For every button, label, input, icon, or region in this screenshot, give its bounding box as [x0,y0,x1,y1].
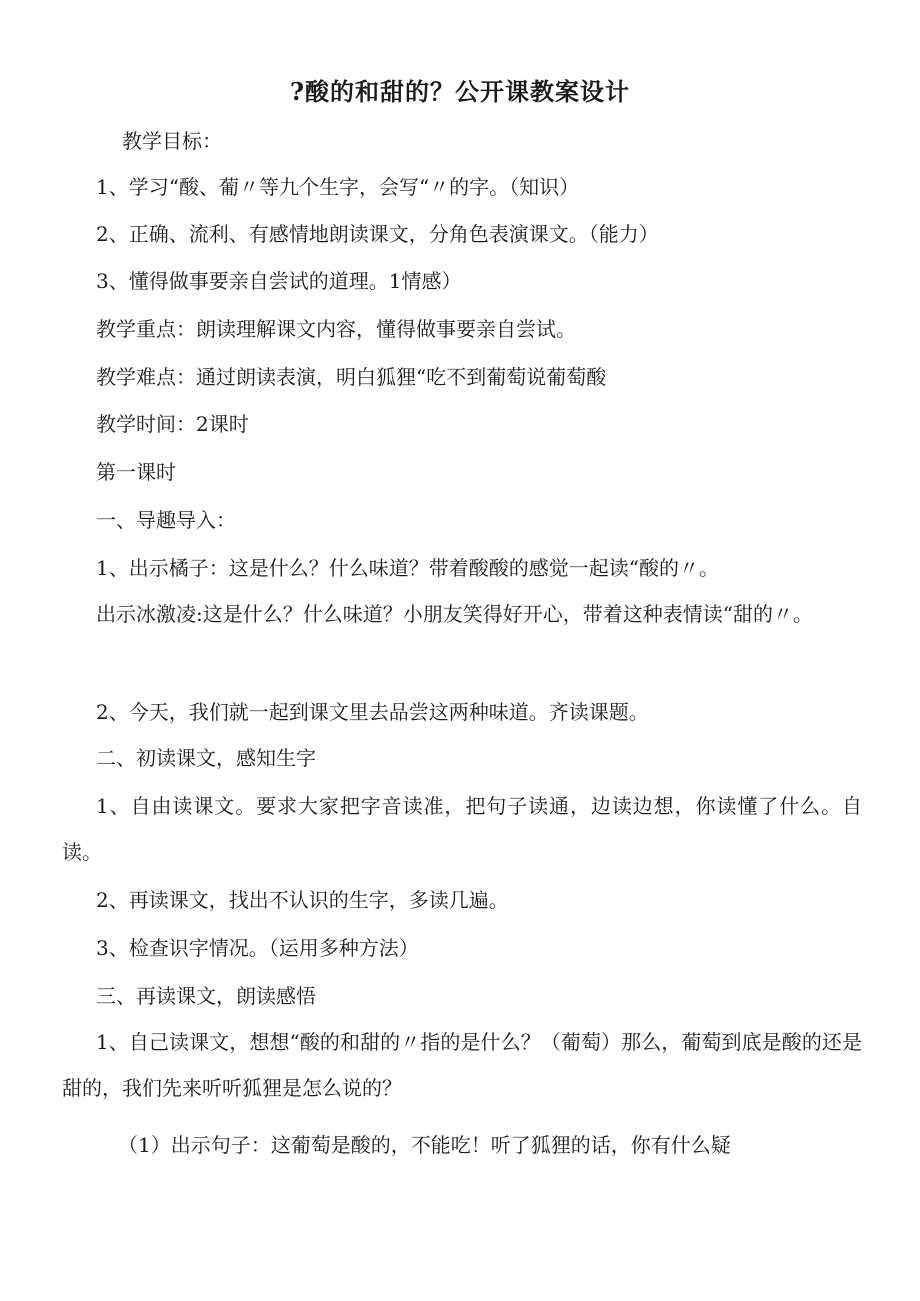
section-3-item-1: 1、自己读课文，想想“酸的和甜的〃指的是什么？（葡萄）那么，葡萄到底是酸的还是甜的，我们先来听听狐狸是怎么说的？ [62,1030,862,1100]
teaching-time: 教学时间：2课时 [96,412,249,436]
section-heading-3: 三、再读课文，朗读感悟 [96,984,316,1008]
section-heading-2: 二、初读课文，感知生字 [96,746,316,770]
section-2-item-2: 2、再读课文，找出不认识的生字，多读几遍。 [96,888,509,912]
section-heading-1: 一、导趣导入： [96,508,236,532]
section-2-item-3: 3、检查识字情况。（运用多种方法） [96,936,419,960]
section-1-item-2: 2、今天，我们就一起到课文里去品尝这两种味道。齐读课题。 [96,700,649,724]
section-2-item-1: 1、自由读课文。要求大家把字音读准，把句子读通，边读边想，你读懂了什么。自读。 [62,794,862,864]
section-3-subitem-1: （1）出示句子：这葡萄是酸的，不能吃！听了狐狸的话，你有什么疑 [118,1133,731,1157]
document-title: ?酸的和甜的？公开课教案设计 [289,77,631,106]
section-1-item-1: 1、出示橘子：这是什么？什么味道？带着酸酸的感觉一起读“酸的〃。 [96,556,719,580]
goal-item-2: 2、正确、流利、有感情地朗读课文，分角色表演课文。（能力） [96,222,659,246]
goal-item-1: 1、学习“酸、葡〃等九个生字，会写“〃的字。（知识） [96,175,580,199]
difficulty: 教学难点：通过朗读表演，明白狐狸“吃不到葡萄说葡萄酸 [96,365,607,389]
key-point: 教学重点：朗读理解课文内容，懂得做事要亲自尝试。 [96,317,576,341]
goal-item-3: 3、懂得做事要亲自尝试的道理。1情感） [96,269,462,293]
goals-heading: 教学目标： [122,129,222,153]
section-1-item-1-continued: 出示冰激凌:这是什么？什么味道？小朋友笑得好开心，带着这种表情读“甜的〃。 [96,602,813,626]
lesson-heading: 第一课时 [96,460,176,484]
